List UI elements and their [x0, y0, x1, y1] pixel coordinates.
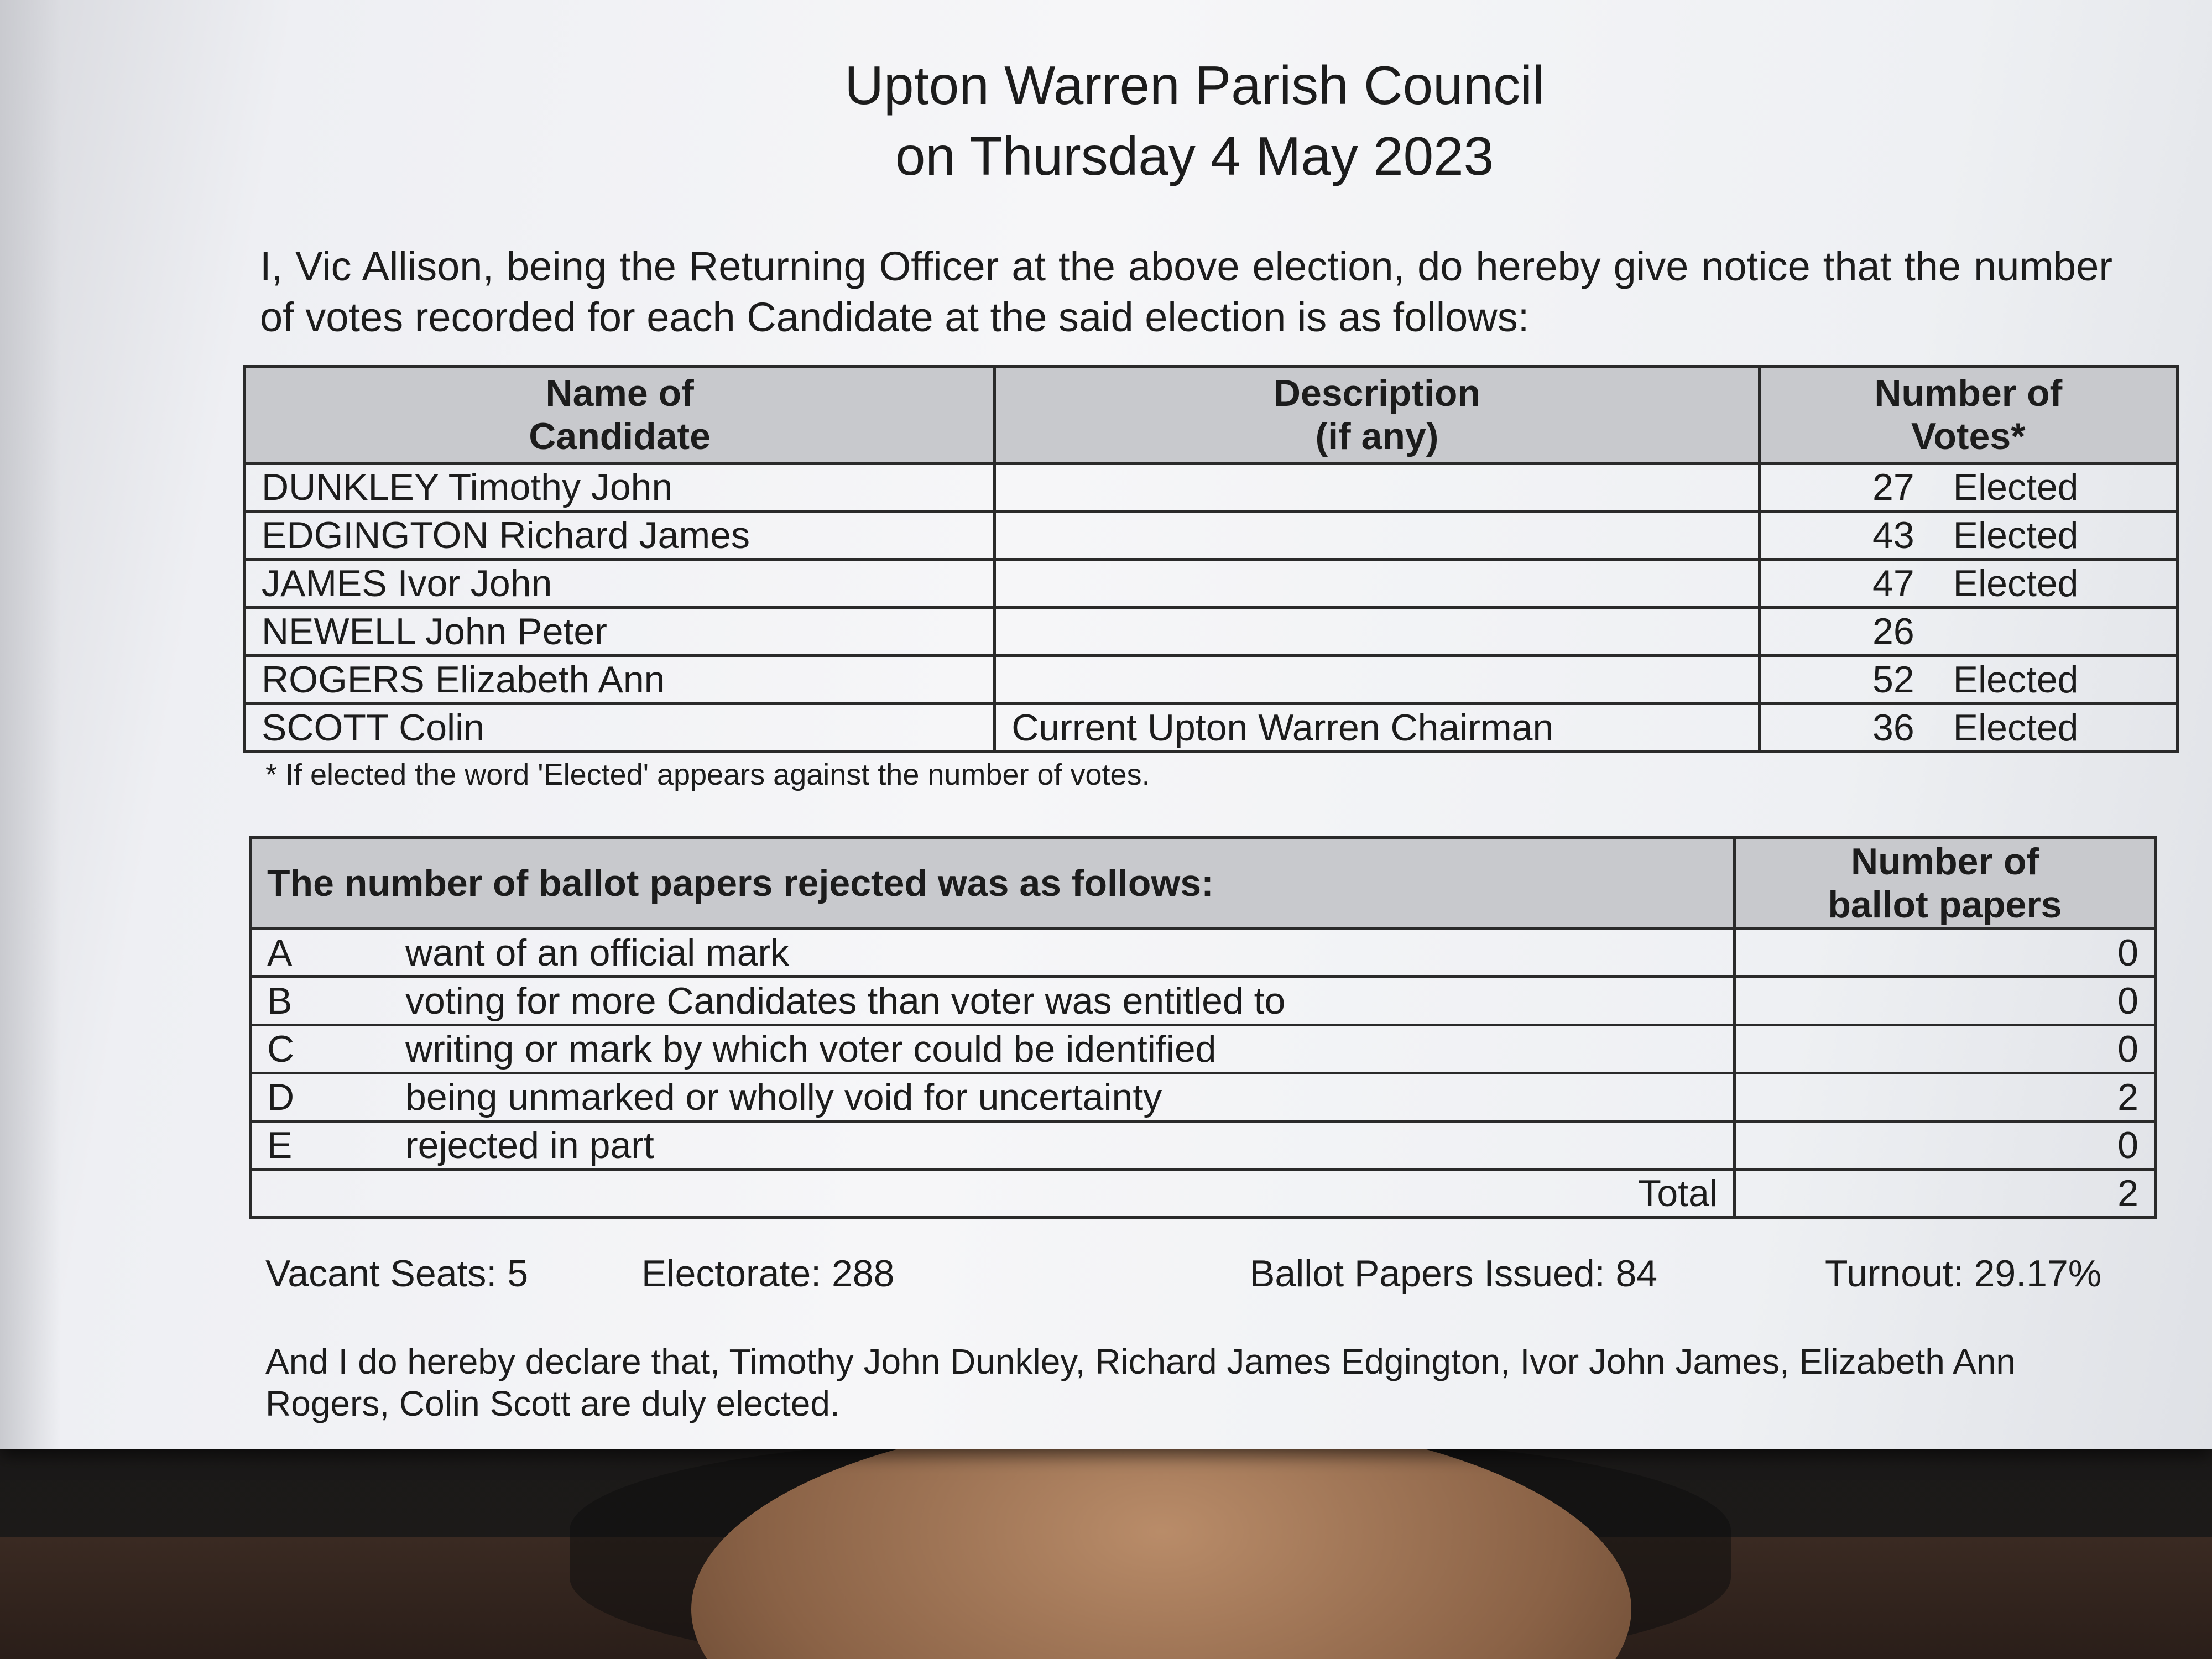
rejection-code: D: [267, 1076, 295, 1118]
rejected-header-row: [251, 838, 2156, 929]
candidate-votes: 43: [1872, 514, 1914, 556]
candidate-status: Elected: [1953, 514, 2079, 556]
candidate-votes: 27: [1872, 466, 1914, 508]
rejection-reason-cell: [251, 1025, 1735, 1073]
candidate-name: SCOTT Colin: [245, 704, 995, 752]
candidate-votes-cell: [1759, 463, 2177, 512]
rejected-count-header-line-1: Number of: [1851, 841, 2039, 883]
candidate-votes: 47: [1872, 562, 1914, 604]
title-line-1: Upton Warren Parish Council: [844, 55, 1545, 116]
candidate-status: Elected: [1953, 562, 2079, 604]
declaration-paragraph: And I do hereby declare that, Timothy John Dunkley, Richard James Edgington, Ivor John James, Elizabeth Ann Rogers, Colin Scott are duly elected.: [265, 1342, 2016, 1423]
table-row: [245, 463, 2178, 512]
candidate-votes: 36: [1872, 707, 1914, 749]
candidate-votes-cell: [1759, 512, 2177, 560]
rejected-count-header: [1735, 838, 2156, 929]
candidate-votes-cell: [1759, 656, 2177, 704]
rejection-count: 0: [1735, 929, 2156, 977]
rejection-count: 0: [1735, 1025, 2156, 1073]
electorate: Electorate: 288: [641, 1253, 895, 1295]
rejection-code: E: [267, 1124, 293, 1166]
paper-edge-shade: [0, 0, 61, 1449]
vacant-seats: Vacant Seats: 5: [265, 1253, 529, 1295]
turnout: Turnout: 29.17%: [1825, 1253, 2102, 1295]
rejection-count: 2: [1735, 1073, 2156, 1121]
total-label: Total: [251, 1170, 1735, 1218]
candidates-header-row: [245, 367, 2178, 463]
votes-footnote: * If elected the word 'Elected' appears against the number of votes.: [265, 758, 1150, 791]
table-row: [245, 560, 2178, 608]
rejection-count: 0: [1735, 977, 2156, 1025]
candidate-votes-cell: [1759, 560, 2177, 608]
candidate-description: [995, 608, 1759, 656]
total-count: 2: [1735, 1170, 2156, 1218]
table-row: [251, 1073, 2156, 1121]
candidate-name: DUNKLEY Timothy John: [245, 463, 995, 512]
candidate-status: Elected: [1953, 659, 2079, 701]
candidate-votes-cell: [1759, 608, 2177, 656]
rejected-count-header-line-2: ballot papers: [1828, 884, 2062, 926]
notice-document: [243, 33, 2190, 1425]
rejection-reason-cell: [251, 1073, 1735, 1121]
page-title: [243, 50, 2146, 191]
table-row: [245, 608, 2178, 656]
header-name: [245, 367, 995, 463]
candidate-description: Current Upton Warren Chairman: [995, 704, 1759, 752]
header-votes-line-2: Votes*: [1911, 415, 2026, 457]
rejection-count: 0: [1735, 1121, 2156, 1170]
header-name-line-2: Candidate: [529, 415, 711, 457]
header-name-line-1: Name of: [545, 372, 694, 414]
rejection-reason: writing or mark by which voter could be identified: [405, 1028, 1217, 1070]
ballot-papers-issued: Ballot Papers Issued: 84: [1250, 1253, 1658, 1295]
candidate-votes: 26: [1872, 611, 1914, 653]
candidate-name: NEWELL John Peter: [245, 608, 995, 656]
table-row: [251, 1025, 2156, 1073]
header-description-line-2: (if any): [1315, 415, 1439, 457]
candidates-table: [243, 365, 2179, 753]
rejection-reason-cell: [251, 929, 1735, 977]
rejection-reason-cell: [251, 977, 1735, 1025]
candidate-votes: 52: [1872, 659, 1914, 701]
candidate-description: [995, 512, 1759, 560]
rejected-total-row: [251, 1170, 2156, 1218]
rejection-reason: rejected in part: [405, 1124, 654, 1166]
header-votes: [1759, 367, 2177, 463]
rejection-reason: being unmarked or wholly void for uncertainty: [405, 1076, 1162, 1118]
header-votes-line-1: Number of: [1874, 372, 2063, 414]
candidate-description: [995, 560, 1759, 608]
candidate-name: EDGINGTON Richard James: [245, 512, 995, 560]
table-row: [245, 512, 2178, 560]
table-row: [245, 656, 2178, 704]
rejection-reason: voting for more Candidates than voter was entitled to: [405, 980, 1286, 1022]
table-row: [251, 929, 2156, 977]
header-description: [995, 367, 1759, 463]
rejection-code: C: [267, 1028, 295, 1070]
rejection-reason: want of an official mark: [405, 932, 790, 974]
candidate-description: [995, 656, 1759, 704]
candidate-description: [995, 463, 1759, 512]
candidate-votes-cell: [1759, 704, 2177, 752]
rejection-code: B: [267, 980, 293, 1022]
table-row: [251, 977, 2156, 1025]
table-row: [245, 704, 2178, 752]
candidate-status: Elected: [1953, 466, 2079, 508]
intro-paragraph: I, Vic Allison, being the Returning Officer at the above election, do hereby give notice that the number of votes recorded for each Candidate at the said election is as follows:: [260, 243, 2112, 340]
candidate-name: ROGERS Elizabeth Ann: [245, 656, 995, 704]
candidate-name: JAMES Ivor John: [245, 560, 995, 608]
rejection-code: A: [267, 932, 293, 974]
election-stats: [265, 1252, 2190, 1307]
rejected-header: The number of ballot papers rejected was as follows:: [251, 838, 1735, 929]
candidate-status: Elected: [1953, 707, 2079, 749]
title-line-2: on Thursday 4 May 2023: [895, 126, 1494, 186]
rejected-ballots-table: [249, 836, 2157, 1219]
rejection-reason-cell: [251, 1121, 1735, 1170]
table-row: [251, 1121, 2156, 1170]
header-description-line-1: Description: [1273, 372, 1480, 414]
